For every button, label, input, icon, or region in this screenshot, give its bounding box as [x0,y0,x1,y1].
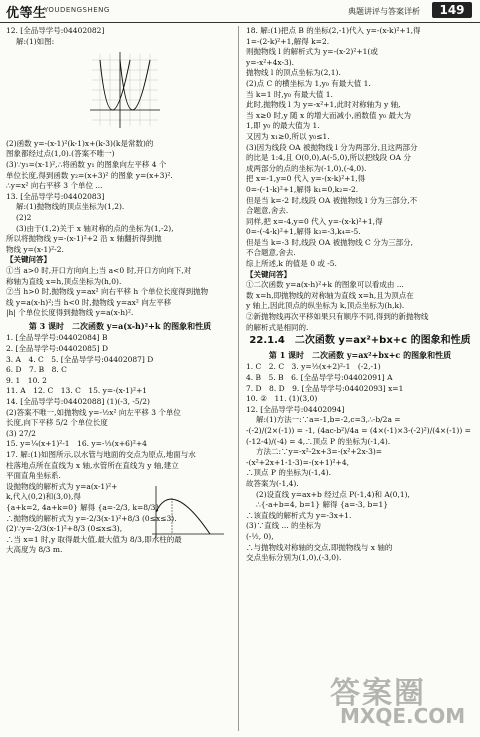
text-line: 又因为 x₁≥0,所以 y₀≤1. [246,131,330,141]
page-number: 149 [432,2,472,18]
text-line: 12. [全品导学号:04402094] [246,404,345,414]
text-line: 不合题意,舍去. [246,248,296,258]
text-line: (3)因为线段 OA 被抛物线 l 分为两部分,且这两部分 [246,142,418,152]
text-line: ∴y=x² 向右平移 3 个单位 ... [6,181,103,191]
text-line: 此时,抛物线 l 为 y=-x²+1,此时对称轴为 y 轴, [246,100,401,110]
section-title: 典题讲评与答案详析 [348,7,420,16]
text-line: 图象都经过点(1,0).(答案不唯一) [6,149,115,159]
text-line: (2)点 C 的横坐标为 1,y₀ 有最大值 1. [246,78,371,88]
text-line: 长度,向下平移 5/2 个单位长度 [6,418,108,428]
text-line: (-½, 0), [246,531,274,541]
text-line: ∴{-a+b=4, b=1} 解得 {a=-3, b=1} [256,500,389,510]
text-line: ①二次函数 y=a(x-h)²+k 的图象可以看成由 ... [246,280,404,290]
watermark-logo: 答案圈 [330,676,426,711]
key-qa-heading: 【关键问答】 [246,269,291,279]
key-qa-heading: 【关键问答】 [6,255,51,265]
text-line: (3)由于(1,2)关于 x 轴对称的点的坐标为(1,-2), [16,223,174,233]
text-line: 的解析式是相同的. [246,322,309,332]
text-line: 3. A 4. C 5. [全品导学号:04402087] D [6,354,154,364]
text-line: 解:(1)抛物线的顶点坐标为(1,2). [16,202,125,212]
watermark-site: MXQE.COM [340,704,466,728]
text-line: 称轴为直线 x=h,顶点坐标为(h,0). [6,276,122,286]
text-line: 则抛物线 l 的解析式为 y=-(x-2)²+1(或 [246,47,378,57]
text-line: (3)∵y₁=(x-1)²,∴将函数 y₁ 的图象向左平移 4 个 [6,159,167,169]
text-line: 所以将抛物线 y=-(x-1)²+2 沿 x 轴翻折得到抛 [6,234,162,244]
text-line: ∴与抛物线对称轴的交点,即抛物线与 x 轴的 [246,542,393,552]
text-line: 17. 解:(1)如图所示,以水管与地面的交点为原点,地面与水 [6,450,196,459]
text-line: 2. [全品导学号:04402085] D [6,344,108,354]
text-line: 综上所述,k 的值是 0 或 -5. [246,259,337,269]
lesson-title: 第 1 课时 二次函数 y=ax²+bx+c 的图象和性质 [268,349,452,360]
text-line: 单位长度,得到函数 y₂=(x+3)² 的图象 y=(x+3)². [6,170,173,180]
text-line: 13. [全品导学号:04402083] [6,191,105,201]
text-line: 抛物线 l 的顶点坐标为(2,1). [246,68,341,78]
text-line: -(x²+2x+1-1-3)=-(x+1)²+4, [246,457,349,467]
page-header [0,0,480,23]
text-line: 数 x=h,即抛物线的对称轴为直线 x=h,且为顶点在 [246,290,414,300]
text-line: 1,即 y₀ 的最大值为 1. [246,121,320,131]
text-line: (2)答案不唯一,如抛物线 y=-½x² 向左平移 3 个单位 [6,407,181,417]
column-divider [238,26,239,731]
text-line: (2)2 [16,212,32,222]
left-column [6,26,234,556]
text-line: 但是当 k=-2 时,线段 OA 被抛物线 l 分为三部分,不 [246,195,418,205]
text-line: 但是当 k=-3 时,线段 OA 被抛物线 C 分为三部分, [246,237,414,247]
text-line: ∴当 x=1 时,y 取得最大值,最大值为 8/3,即水柱的最 [6,534,182,544]
text-line: 14. [全品导学号:04402088] (1)(-3, -5/2) [6,397,150,407]
lesson-title: 第 3 课时 二次函数 y=a(x-h)²+k 的图象和性质 [28,320,212,331]
text-line: ∴该直线的解析式为 y=-3x+1. [246,510,352,520]
text-line: (3) 27/2 [6,428,36,438]
text-line: (2)函数 y=-(x-1)²(k-1)x+(k-3)(k是常数)的 [6,138,154,148]
text-line: ②新抛物线再次平移如果只有顺序不同,得到的新抛物线 [246,312,429,322]
text-line: 当 k=1 时,y₀ 有最大值 1. [246,89,333,99]
text-line: 解:(1)如图: [16,36,55,46]
text-line: y=-x²+4x-3). [246,57,295,67]
text-line: 成两部分的点的坐标为(-1,0),(-4,0). [246,163,367,173]
text-line: ∴顶点 P 的坐标为(-1,4). [246,468,332,478]
text-line: ∴抛物线的解析式为 y=-2/3(x-1)²+8/3 (0≤x≤3). [6,513,177,523]
text-line: 6. D 7. B 8. C [6,365,67,375]
text-line: 7. D 8. D 9. [全品导学号:04402093] x=1 [246,383,404,393]
text-line: 设抛物线的解析式为 y=a(x-1)²+ [6,481,118,491]
text-line: {a+k=2, 4a+k=0} 解得 {a=-2/3, k=8/3} [6,502,161,512]
text-line: 11. A 12. C 13. C 15. y=-(x-1)²+1 [6,386,148,396]
text-line: -(-2)/(2×(-1)) = -1, (4ac-b²)/4a = (4×(-1)×3-(-2)²)/(4×(-1)) = [246,425,471,435]
text-line: 1. [全品导学号:04402084] B [6,333,108,343]
text-line: 方法二:∵y=-x²-2x+3=-(x²+2x-3)= [256,447,383,457]
text-line: ①当 a>0 时,开口方向向上;当 a<0 时,开口方向向下,对 [6,265,192,275]
text-line: k,代入(0,2)和(3,0),得 [6,492,81,502]
text-line: 线 y=a(x-h)²;当 h<0 时,抛物线 y=ax² 向左平移 [6,297,172,307]
text-line: 大高度为 8/3 m. [6,545,63,555]
text-line: (-12-4)/(-4) = 4,∴顶点 P 的坐标为(-1,4). [246,436,391,446]
text-line: 12. [全品导学号:04402082] [6,26,105,35]
text-line: ②当 h>0 时,抛物线 y=ax² 向右平移 h 个单位长度得到抛物 [6,287,209,297]
text-line: 把 x=-1,y=0 代入 y=-(x-k)²+1,得 [246,174,366,184]
section-heading: 22.1.4 二次函数 y=ax²+bx+c 的图象和性质 [249,335,471,347]
text-line: 0=-(-4-k)²+1,解得 k₃=-3,k₄=-5. [246,227,361,237]
text-line: (2)∵y=-2/3(x-1)²+8/3 (0≤x≤3), [6,524,123,534]
brand-logo: 优等生 [6,6,47,21]
parabola-graph [86,50,164,132]
text-line: 15. y=¼(x+1)²-1 16. y=-⅓(x+6)²+4 [6,439,147,449]
text-line: 物线 y=(x-1)²-2. [6,244,64,254]
text-line: 9. 1 10. 2 [6,375,47,385]
text-line: |h| 个单位长度得到抛物线 y=a(x-h)². [6,308,134,318]
text-line: 故答案为(-1,4). [246,478,299,488]
text-line: 合题意,舍去. [246,206,289,216]
text-line: 的比是 1:4,且 O(0,0),A(-5,0),所以把线段 OA 分 [246,153,411,163]
text-line: 交点坐标分别为(1,0),(-3,0). [246,553,342,563]
text-line: 同样,把 x=-4,y=0 代入 y=-(x-k)²+1,得 [246,216,383,226]
text-line: 1. C 2. C 3. y=½(x+2)²-1 (-2,-1) [246,362,381,372]
text-line: y 轴上,因此顶点的纵坐标为 k,顶点坐标为(h,k). [246,301,405,311]
text-line: 10. ② 11. (1)(3,0) [246,394,318,404]
text-line: (3)∵直线 ... 的坐标为 [246,521,322,531]
text-line: (2)设直线 y=ax+b 经过点 P(-1,4)和 A(0,1), [256,489,410,499]
text-line: 柱落地点所在直线为 x 轴,水管所在直线为 y 轴,建立 [6,460,179,470]
text-line: 0=-(-1-k)²+1,解得 k₁=0,k₂=-2. [246,184,359,194]
text-line: 4. B 5. B 6. [全品导学号:04402091] A [246,373,393,382]
text-line: 当 x≥0 时,y 随 x 的增大而减小,函数值 y₀ 最大为 [246,110,411,120]
right-column [246,26,474,564]
text-line: 18. 解:(1)把点 B 的坐标(2,-1)代入 y=-(x-k)²+1,得 [246,26,421,35]
text-line: 1=-(2-k)²+1,解得 k=2. [246,36,330,46]
brand-subtitle: YOUDENGSHENG [44,6,110,14]
text-line: 平面直角坐标系. [6,471,61,481]
text-line: 解:(1)方法一:∵a=-1,b=-2,c=3,∴-b/2a = [256,415,401,425]
